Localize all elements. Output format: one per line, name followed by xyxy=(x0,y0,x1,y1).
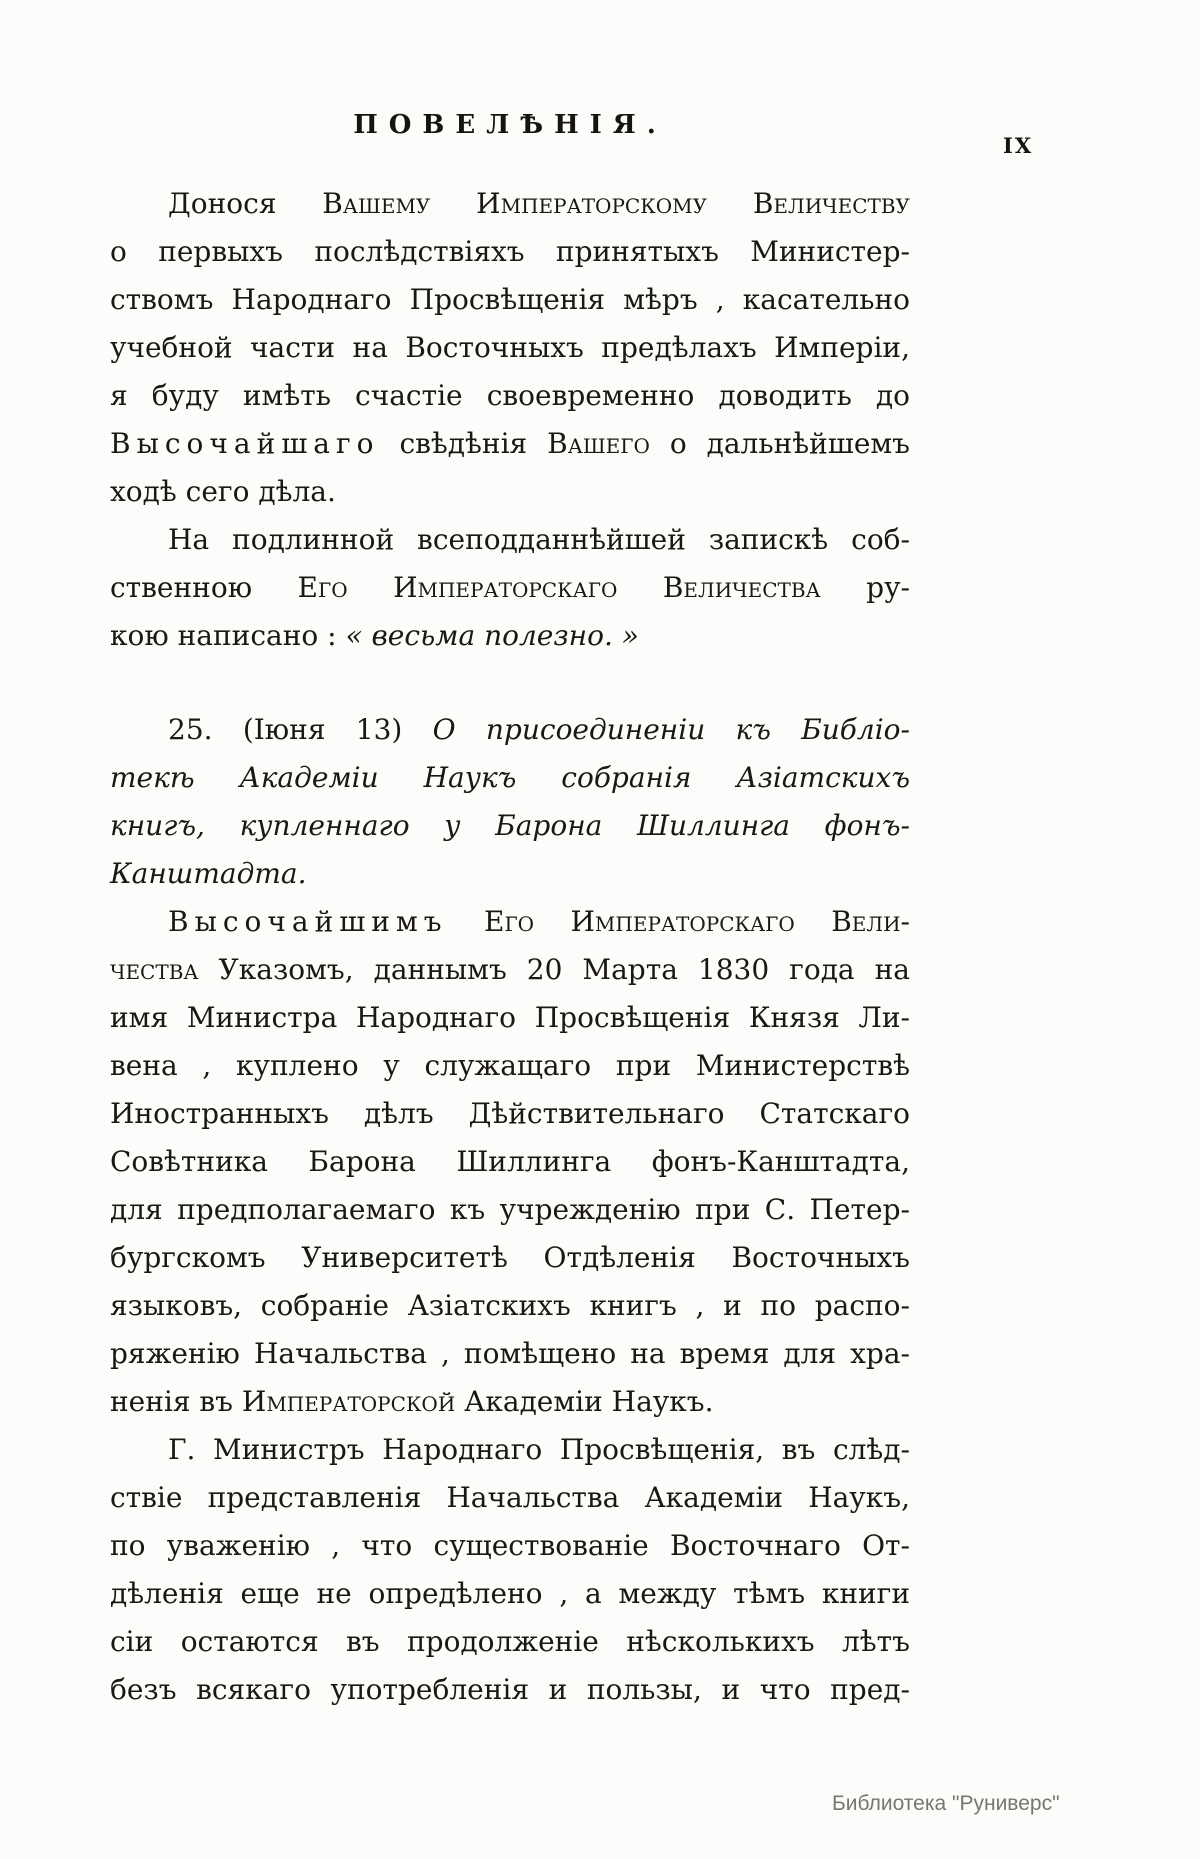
text-line xyxy=(110,706,910,754)
text-segment: языковъ, собраніе Азіатскихъ книгъ , и по распо- xyxy=(110,1289,910,1322)
text-segment: ствіе представленія Начальства Академіи Наукъ, xyxy=(110,1481,910,1514)
text-segment: бургскомъ Университетѣ Отдѣленія Восточныхъ xyxy=(110,1241,910,1274)
text-segment: текѣ Академіи Наукъ собранія Азіатскихъ xyxy=(110,761,910,794)
text-segment: о первыхъ послѣдствіяхъ принятыхъ Министер- xyxy=(110,235,910,268)
text-segment: Канштадта. xyxy=(110,857,307,890)
text-segment: учебной части на Восточныхъ предѣлахъ Имперіи, xyxy=(110,331,910,364)
text-segment: чества xyxy=(110,953,199,986)
text-segment: для предполагаемаго къ учрежденію при С. Петер- xyxy=(110,1193,910,1226)
text-line xyxy=(110,1378,910,1426)
text-segment: по уваженію , что существованіе Восточнаго От- xyxy=(110,1529,910,1562)
text-line xyxy=(110,1330,910,1378)
text-segment: ходѣ сего дѣла. xyxy=(110,475,336,508)
text-segment: На подлинной всеподданнѣйшей запискѣ соб- xyxy=(168,523,910,556)
text-line xyxy=(110,276,910,324)
text-segment: дѣленія еще не опредѣлено , а между тѣмъ книги xyxy=(110,1577,910,1610)
text-line xyxy=(110,564,910,612)
text-segment: ствомъ Народнаго Просвѣщенія мѣръ , касательно xyxy=(110,283,910,316)
text-line xyxy=(110,1138,910,1186)
text-line xyxy=(110,1474,910,1522)
text-segment: Иностранныхъ дѣлъ Дѣйствительнаго Статскаго xyxy=(110,1097,910,1130)
text-line xyxy=(110,994,910,1042)
text-segment: 25. (Іюня 13) xyxy=(168,713,433,746)
text-line xyxy=(110,1090,910,1138)
text-segment: вена , куплено у служащаго при Министерствѣ xyxy=(110,1049,910,1082)
text-segment: Высочайшаго xyxy=(110,427,380,460)
watermark: Библиотека "Руниверс" xyxy=(832,1792,1060,1815)
text-segment: свѣдѣнія xyxy=(379,427,548,460)
text-line xyxy=(110,324,910,372)
text-segment: сіи остаются въ продолженіе нѣсколькихъ лѣтъ xyxy=(110,1625,910,1658)
text-line xyxy=(110,516,910,564)
text-segment: Его Императорскаго Вели- xyxy=(484,905,910,938)
text-segment: книгъ, купленнаго у Барона Шиллинга фонъ- xyxy=(110,809,910,842)
text-line xyxy=(110,180,910,228)
text-segment: ряженію Начальства , помѣщено на время для хра- xyxy=(110,1337,910,1370)
text-line xyxy=(110,802,910,850)
text-segment: ру- xyxy=(820,571,911,604)
text-segment: Императорской xyxy=(241,1385,456,1418)
text-segment: имя Министра Народнаго Просвѣщенія Князя Ли- xyxy=(110,1001,910,1034)
text-segment: Указомъ, даннымъ 20 Марта 1830 года на xyxy=(198,953,910,986)
text-line xyxy=(110,1522,910,1570)
text-line xyxy=(110,754,910,802)
text-segment: О присоединеніи къ Библіо- xyxy=(432,713,910,746)
text-segment xyxy=(448,905,484,938)
text-segment: Вашему Императорскому Величеству xyxy=(322,187,910,220)
text-line xyxy=(110,1042,910,1090)
text-line xyxy=(110,1570,910,1618)
text-line xyxy=(110,946,910,994)
page-number: IX xyxy=(1003,133,1034,158)
text-segment: кою написано : xyxy=(110,619,346,652)
text-segment: Его Императорскаго Величества xyxy=(297,571,821,604)
text-segment: Донося xyxy=(168,187,323,220)
running-title: ПОВЕЛѢНІЯ. xyxy=(353,110,667,140)
text-line xyxy=(110,850,910,898)
text-segment: ненія въ xyxy=(110,1385,242,1418)
text-line xyxy=(110,1282,910,1330)
text-line xyxy=(110,468,910,516)
text-line xyxy=(110,1426,910,1474)
text-line xyxy=(110,612,910,660)
text-segment: о дальнѣйшемъ xyxy=(649,427,910,460)
text-line xyxy=(110,1186,910,1234)
text-segment: безъ всякаго употребленія и пользы, и что пред- xyxy=(110,1673,910,1706)
text-segment: я буду имѣть счастіе своевременно доводить до xyxy=(110,379,910,412)
text-line xyxy=(110,1234,910,1282)
text-line xyxy=(110,228,910,276)
text-line xyxy=(110,372,910,420)
text-segment: Вашего xyxy=(547,427,650,460)
text-segment: Совѣтника Барона Шиллинга фонъ-Канштадта, xyxy=(110,1145,910,1178)
text-line xyxy=(110,420,910,468)
text-block xyxy=(110,180,910,1714)
text-line xyxy=(110,1666,910,1714)
text-segment: Высочайшимъ xyxy=(168,905,448,938)
text-segment: Академіи Наукъ. xyxy=(455,1385,714,1418)
text-line xyxy=(110,898,910,946)
text-segment: « весьма полезно. » xyxy=(345,619,639,652)
text-segment: Г. Министръ Народнаго Просвѣщенія, въ слѣд- xyxy=(168,1433,910,1466)
text-line xyxy=(110,1618,910,1666)
text-segment: ственною xyxy=(110,571,298,604)
